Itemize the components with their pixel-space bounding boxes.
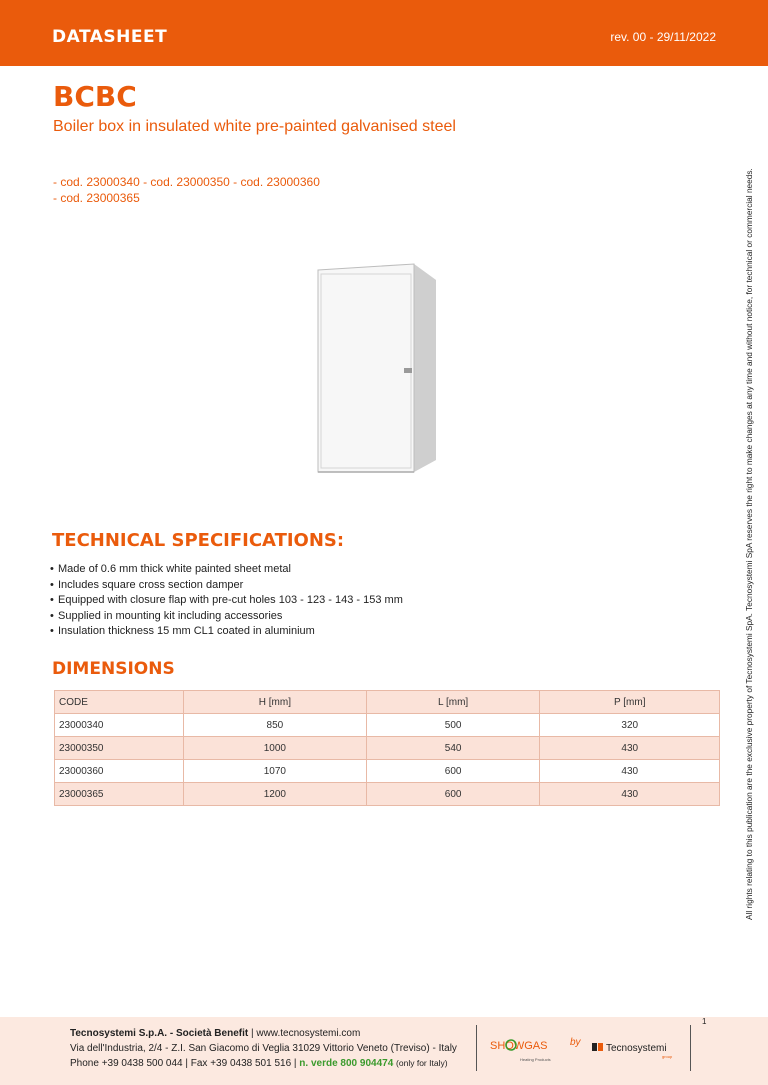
spec-item: • Supplied in mounting kit including accessories bbox=[50, 609, 403, 625]
boiler-box-image bbox=[308, 260, 438, 478]
spec-item: • Equipped with closure flap with pre-cut holes 103 - 123 - 143 - 153 mm bbox=[50, 593, 403, 609]
table-row bbox=[55, 783, 720, 806]
page-number: 1 bbox=[702, 1017, 707, 1026]
svg-text:SHOWGAS: SHOWGAS bbox=[490, 1040, 548, 1052]
product-subtitle: Boiler box in insulated white pre-painted galvanised steel bbox=[53, 118, 456, 135]
dimensions-table bbox=[54, 690, 720, 806]
table-cell: 600 bbox=[366, 760, 540, 783]
table-cell: 23000365 bbox=[55, 783, 184, 806]
spec-item: • Insulation thickness 15 mm CL1 coated in aluminium bbox=[50, 624, 403, 640]
spec-item: • Made of 0.6 mm thick white painted sheet metal bbox=[50, 562, 403, 578]
rights-notice: All rights relating to this publication are the exclusive property of Tecnosystemi SpA. Tecnosystemi SpA reserves the right to make changes at any time and without notice, for technical or commercial needs. bbox=[744, 168, 754, 920]
table-cell: 850 bbox=[184, 714, 367, 737]
specs-title: TECHNICAL SPECIFICATIONS: bbox=[52, 530, 345, 551]
toll-free-note: (only for Italy) bbox=[396, 1058, 448, 1068]
table-cell: 430 bbox=[540, 783, 720, 806]
by-text: by bbox=[570, 1037, 581, 1048]
separator: | bbox=[248, 1028, 257, 1039]
separator: | bbox=[291, 1058, 300, 1069]
table-cell: 23000360 bbox=[55, 760, 184, 783]
table-cell: 1000 bbox=[184, 737, 367, 760]
table-cell: 320 bbox=[540, 714, 720, 737]
revision-text: rev. 00 - 29/11/2022 bbox=[610, 30, 716, 44]
table-cell: 540 bbox=[366, 737, 540, 760]
product-code: BCBC bbox=[53, 80, 137, 113]
footer-divider bbox=[476, 1025, 477, 1071]
column-header: L [mm] bbox=[366, 691, 540, 714]
codes-line: - cod. 23000340 - cod. 23000350 - cod. 23000360 bbox=[53, 175, 320, 189]
svg-text:Heating Products: Heating Products bbox=[520, 1057, 551, 1062]
showgas-logo bbox=[490, 1035, 580, 1075]
codes-line: - cod. 23000365 bbox=[53, 191, 140, 205]
svg-text:Tecnosystemi: Tecnosystemi bbox=[606, 1043, 667, 1054]
table-cell: 430 bbox=[540, 760, 720, 783]
svg-text:group: group bbox=[662, 1054, 673, 1059]
table-cell: 23000350 bbox=[55, 737, 184, 760]
company-name: Tecnosystemi S.p.A. - Società Benefit bbox=[70, 1028, 249, 1039]
separator: | bbox=[182, 1058, 191, 1069]
table-cell: 23000340 bbox=[55, 714, 184, 737]
table-cell: 600 bbox=[366, 783, 540, 806]
company-info bbox=[70, 1026, 457, 1071]
fax-text: Fax +39 0438 501 516 bbox=[190, 1058, 292, 1069]
table-row bbox=[55, 714, 720, 737]
spec-item: • Includes square cross section damper bbox=[50, 578, 403, 594]
footer-divider bbox=[690, 1025, 691, 1071]
table-cell: 1200 bbox=[184, 783, 367, 806]
website-link[interactable]: www.tecnosystemi.com bbox=[256, 1028, 361, 1039]
column-header: CODE bbox=[55, 691, 184, 714]
dimensions-title: DIMENSIONS bbox=[52, 659, 175, 679]
specs-list bbox=[50, 562, 403, 640]
footer bbox=[0, 1017, 768, 1085]
header-bar bbox=[0, 0, 768, 66]
table-header-row bbox=[55, 691, 720, 714]
company-address: Via dell'Industria, 2/4 - Z.I. San Giacomo di Veglia 31029 Vittorio Veneto (Treviso) - Italy bbox=[70, 1043, 457, 1054]
column-header: P [mm] bbox=[540, 691, 720, 714]
phone-text: Phone +39 0438 500 044 bbox=[70, 1058, 183, 1069]
tecnosystemi-logo bbox=[590, 1033, 680, 1063]
table-cell: 430 bbox=[540, 737, 720, 760]
toll-free-number: n. verde 800 904474 bbox=[299, 1058, 394, 1069]
product-codes bbox=[53, 174, 320, 206]
table-cell: 500 bbox=[366, 714, 540, 737]
column-header: H [mm] bbox=[184, 691, 367, 714]
datasheet-label: DATASHEET bbox=[52, 27, 168, 47]
table-cell: 1070 bbox=[184, 760, 367, 783]
table-row bbox=[55, 737, 720, 760]
table-row bbox=[55, 760, 720, 783]
